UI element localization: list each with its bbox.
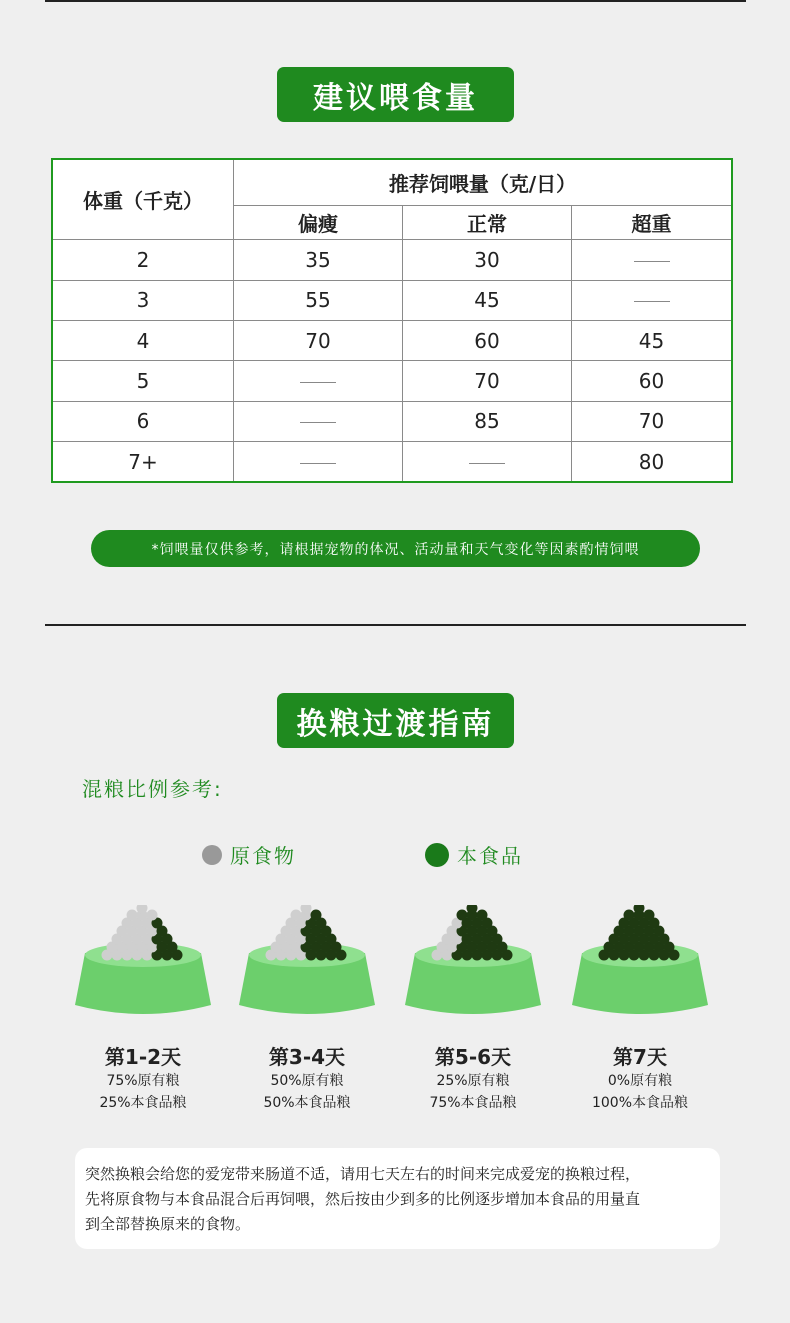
cell-thin: 70 xyxy=(234,321,403,361)
col-normal-header: 正常 xyxy=(403,205,572,239)
cell-weight: 7+ xyxy=(52,442,234,482)
top-divider xyxy=(45,0,746,2)
legend-new-food-label: 本食品 xyxy=(457,844,523,868)
col-over-header: 超重 xyxy=(572,205,733,239)
stage-ratio: 75%原有粮 xyxy=(106,1073,180,1089)
mix-ratio-label: 混粮比例参考: xyxy=(82,777,223,801)
table-row xyxy=(52,361,732,401)
feeding-section-title: 建议喂食量 xyxy=(277,67,514,122)
stage-ratio: 50%原有粮 xyxy=(270,1073,344,1089)
feeding-table xyxy=(51,158,733,483)
stage-ratio: 100%本食品粮 xyxy=(591,1095,689,1111)
food-bowl-icon xyxy=(237,905,377,1025)
cell-weight: 6 xyxy=(52,401,234,441)
cell-thin: 35 xyxy=(234,240,403,280)
kibble xyxy=(127,910,138,921)
legend-old-food xyxy=(202,840,296,869)
kibble xyxy=(624,910,635,921)
dash-mark xyxy=(300,422,336,423)
feeding-note: *饲喂量仅供参考，请根据宠物的体况、活动量和天气变化等因素酌情饲喂 xyxy=(91,530,700,567)
info-line: 突然换粮会给您的爱宠带来肠道不适，请用七天左右的时间来完成爱宠的换粮过程， xyxy=(85,1165,641,1183)
cell-over xyxy=(572,240,733,280)
table-row xyxy=(52,401,732,441)
kibble xyxy=(147,910,158,921)
cell-normal: 45 xyxy=(403,280,572,320)
cell-weight: 5 xyxy=(52,361,234,401)
transition-stage xyxy=(398,905,548,1114)
stage-ratio: 75%本食品粮 xyxy=(429,1095,517,1111)
cell-normal xyxy=(403,442,572,482)
transition-info-box xyxy=(75,1148,720,1249)
food-bowl-icon xyxy=(403,905,543,1025)
cell-thin xyxy=(234,442,403,482)
transition-section-title: 换粮过渡指南 xyxy=(277,693,514,748)
cell-thin: 55 xyxy=(234,280,403,320)
cell-normal: 60 xyxy=(403,321,572,361)
dash-mark xyxy=(300,463,336,464)
table-row xyxy=(52,240,732,280)
cell-weight: 2 xyxy=(52,240,234,280)
info-line: 先将原食物与本食品混合后再饲喂，然后按由少到多的比例逐步增加本食品的用量直 xyxy=(85,1190,641,1208)
transition-stage xyxy=(565,905,715,1114)
cell-over: 60 xyxy=(572,361,733,401)
new-food-dot-icon xyxy=(425,843,449,867)
dash-mark xyxy=(469,463,505,464)
kibble xyxy=(477,910,488,921)
table-row xyxy=(52,321,732,361)
cell-normal: 70 xyxy=(403,361,572,401)
recommend-header: 推荐饲喂量（克/日） xyxy=(234,159,733,205)
cell-over xyxy=(572,280,733,320)
kibble xyxy=(291,910,302,921)
legend-new-food xyxy=(425,840,523,869)
dash-mark xyxy=(634,261,670,262)
cell-normal: 85 xyxy=(403,401,572,441)
cell-over: 70 xyxy=(572,401,733,441)
transition-stage xyxy=(232,905,382,1114)
table-row xyxy=(52,280,732,320)
info-line: 到全部替换原来的食物。 xyxy=(85,1215,251,1233)
kibble xyxy=(644,910,655,921)
legend-old-food-label: 原食物 xyxy=(230,844,296,868)
stage-title: 第7天 xyxy=(613,1045,667,1069)
cell-thin xyxy=(234,401,403,441)
dash-mark xyxy=(634,301,670,302)
stage-title: 第1-2天 xyxy=(104,1045,182,1069)
table-row xyxy=(52,442,732,482)
weight-header: 体重（千克） xyxy=(52,159,234,240)
stage-title: 第5-6天 xyxy=(434,1045,512,1069)
cell-over: 45 xyxy=(572,321,733,361)
transition-stage xyxy=(68,905,218,1114)
cell-weight: 4 xyxy=(52,321,234,361)
kibble xyxy=(457,910,468,921)
food-bowl-icon xyxy=(570,905,710,1025)
old-food-dot-icon xyxy=(202,845,222,865)
stage-ratio: 25%原有粮 xyxy=(436,1073,510,1089)
cell-normal: 30 xyxy=(403,240,572,280)
food-bowl-icon xyxy=(73,905,213,1025)
stage-ratio: 25%本食品粮 xyxy=(99,1095,187,1111)
stage-title: 第3-4天 xyxy=(268,1045,346,1069)
middle-divider xyxy=(45,624,746,626)
cell-thin xyxy=(234,361,403,401)
stage-ratio: 0%原有粮 xyxy=(607,1073,673,1089)
col-thin-header: 偏瘦 xyxy=(234,205,403,239)
dash-mark xyxy=(300,382,336,383)
cell-weight: 3 xyxy=(52,280,234,320)
stage-ratio: 50%本食品粮 xyxy=(263,1095,351,1111)
kibble xyxy=(311,910,322,921)
cell-over: 80 xyxy=(572,442,733,482)
